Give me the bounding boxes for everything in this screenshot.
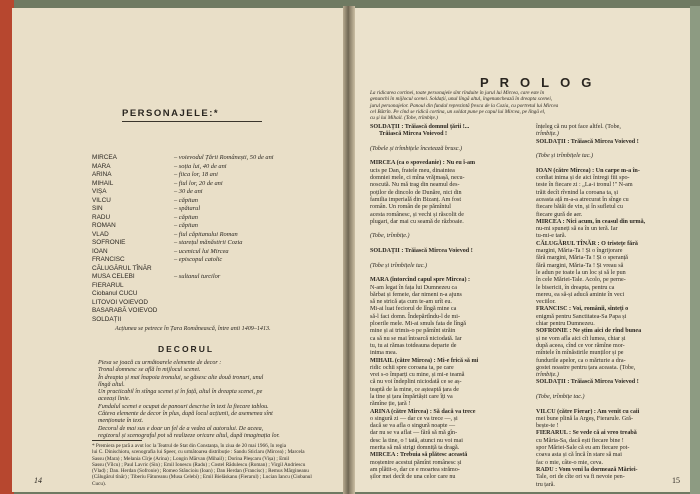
dialogue-line — [370, 241, 530, 248]
character-role: – fiica lor, 18 ani — [174, 171, 218, 178]
character-name: RADU — [92, 213, 111, 221]
decor-line: Decorul de mai sus e doar un fel de a vedea al autorului. De aceea, — [98, 425, 264, 432]
dialogue-line: (Tobe, trîmbițe tac.) — [536, 393, 585, 400]
dialogue-line: SOLDAȚII : Trăiască Mircea Voievod ! — [536, 379, 639, 386]
character-name: VIȘA — [92, 188, 107, 195]
decor-line: Tronul domnesc se află în mijlocul scenei. — [98, 367, 201, 374]
footnote-line: Sassu (Mara) ; Melania Cîrje (Arina) ; Longin Mărvan (Mihail) ; Dorina Pleșcaru (Vișa) ; Emil — [92, 455, 290, 462]
footnote-line: Sassu (Vîlcu) ; Paul Lavric (Sin) ; Emil Ionescu (Radu) ; Costel Rădulescu (Roman) ; Virgil Andriescu — [92, 461, 306, 468]
character-row — [92, 307, 332, 316]
dialogue-line: (Tobe și trîmbițele tac.) — [370, 262, 427, 269]
character-role: – fiul lor, 20 de ani — [174, 179, 223, 187]
character-row — [92, 222, 332, 231]
stage-direction-line: jurul personajelor. Panoul din fundal reprezintă fresca de la Cozia, cu portretul lui Mircea — [370, 102, 559, 109]
dialogue-line: SOLDAȚII : Trăiască domnul țării !... — [370, 124, 470, 130]
dialogue-line: ridic ochii spre coroana ta, pe care — [370, 364, 454, 371]
dialogue-line: român. Un român de pe pămîntul — [370, 204, 451, 211]
dialogue-line: chiar pentru Dumnezeu. — [536, 321, 595, 328]
dialogue-line: SOLDAȚII : Trăiască Mircea Voievod ! — [536, 138, 639, 145]
dialogue-line: cordiat inima și de aici întregi fiii spo- — [536, 175, 630, 182]
decor-line: Un practicabil în stînga scenei și în față, altul în dreapta scenei, pe — [98, 389, 263, 396]
character-row — [92, 299, 332, 308]
character-role: – spătarul — [174, 205, 201, 212]
character-name: LITOVOI VOIEVOD — [92, 298, 148, 306]
footnote-line: Cucu). — [92, 480, 106, 487]
character-row — [92, 214, 332, 223]
character-row — [92, 188, 332, 197]
character-row — [92, 239, 332, 248]
dialogue-line — [536, 401, 686, 408]
character-role: – starețul mănăstirii Cozia — [174, 239, 243, 246]
dialogue-line: merita să mă strigi domniță ta dragă. — [370, 445, 460, 452]
dialogue-line: IOAN (către Mircea) : Un carpe m-a în- — [536, 167, 640, 174]
decor-line: Piesa se joacă cu următoarele elemente de decor : — [98, 360, 222, 366]
character-row — [92, 248, 332, 257]
dialogue-line: nu-mi spuneți să ea în un teră. Iar — [536, 226, 618, 233]
dialogue-line: vrei s-o împarți cu mine, și mi-e teamă — [370, 372, 465, 379]
stage-direction-line: cu și lui Mihail. (Tobe, trîmbițe.) — [370, 115, 438, 122]
character-name: ARINA — [92, 171, 112, 178]
character-row — [92, 171, 332, 180]
footnote-line: lui C. Dinischiotu, scenografia lui Speer, cu următoarea distribuție : Sandu Sticlaru (Mircea) ; Marcela — [92, 449, 305, 456]
dialogue-line: și ne vom afla aici cît lumea, chiar și — [536, 335, 626, 342]
dialogue-line: aceasta ață m-a-a atrecurat în sînge cu — [536, 196, 629, 203]
character-name: MUSA CELEBI — [92, 273, 135, 280]
dialogue-line: spor Măriei-Sale că eu am fiecare pot- — [536, 445, 630, 452]
dialogue-line: Mi-ai luat feciorul de lîngă mine ca — [370, 306, 457, 313]
dialogue-line: desc la tine, o ! tată, atunci nu voi mai — [370, 437, 463, 444]
dialogue-line: inima mea. — [370, 350, 398, 357]
prolog-title: PROLOG — [480, 75, 603, 90]
dialogue-line: trîmbițe.) — [536, 131, 559, 138]
character-name: BASARABĂ VOIEVOD — [92, 307, 158, 314]
dialogue-line: le adun pe toate la un loc și să le pun — [536, 269, 626, 276]
character-row — [92, 231, 332, 240]
dialogue-line: RADU : Vom veni la dormează Măriei- — [536, 466, 638, 473]
dialogue-line: gostei noastre pentru țara aceasta. (Tobe, — [536, 364, 636, 371]
dialogue-line: veciilor. — [536, 299, 556, 306]
character-name: Ciobanul CUCU — [92, 290, 138, 297]
page-number-right: 15 — [672, 476, 680, 485]
dialogue-line: acesta românesc, și vechi și răscolit de — [370, 211, 464, 218]
dialogue-line: margini, Măria-Ta ! Și o îngrijorare — [536, 248, 623, 255]
character-name: FRANCISC — [92, 256, 125, 263]
character-row — [92, 316, 332, 325]
character-name: IOAN — [92, 247, 108, 255]
dialogue-line: ucis pe Dan, fratele meu, dinaintea — [370, 167, 455, 174]
character-row — [92, 290, 332, 299]
character-name: VLAD — [92, 230, 109, 238]
dialogue-line: domniei mele, ci mîna vrăjmașă, necu- — [370, 175, 465, 182]
character-row — [92, 180, 332, 189]
dialogue-line: mereu, ea să-și aducă aminte în veci — [536, 291, 625, 298]
character-name: MIRCEA — [92, 154, 117, 161]
dialogue-line — [536, 387, 686, 394]
dialogue-line: (Tobe, trîmbițe.) — [370, 233, 410, 240]
dialogue-line: mei bune plină la Argeș, Fierarule. Gră- — [536, 415, 634, 422]
character-list — [92, 154, 332, 324]
dialogue-line: tu-mi-e tară. — [536, 233, 567, 240]
dialogue-line: (Tobele și trîmbițele încetează brusc.) — [370, 145, 463, 152]
dialogue-line: le bisericii, în dreapta, pentru ca — [536, 284, 615, 291]
decor-text — [98, 360, 328, 440]
dialogue-line: tu, tu ai rămas totdeauna departe de — [370, 342, 457, 349]
character-name: SOLDAȚII — [92, 315, 122, 323]
dialogue-line: MIHAIL (către Mircea) : Mi-e frică să mi — [370, 357, 479, 364]
character-role: – 30 de ani — [174, 188, 203, 195]
stage-direction-line: La ridicarea cortinei, toate personajele sînt rînduite în jurul lui Mircea, care este în — [370, 90, 545, 96]
dialogue-line: poților de dincolo de Dunăre, nici din — [370, 189, 462, 196]
character-row — [92, 205, 332, 214]
dialogue-line: bește-te ! — [536, 423, 559, 430]
decor-line: regizorul și scenograful pot să realizeze oricare altul, după imaginația lor. — [98, 432, 280, 439]
character-role: – căpitan — [174, 213, 198, 221]
stage-direction — [370, 90, 680, 121]
title-underline — [122, 121, 262, 122]
character-row — [92, 265, 332, 274]
character-name: SOFRONIE — [92, 239, 126, 246]
dialogue-line: MARA (întorcînd capul spre Mircea) : — [370, 277, 471, 284]
decor-line: În dreapta și mai înapoia tronului, se găsesc alte două tronuri, unul — [98, 374, 264, 381]
footnote-line: (Vlad) ; Dan. Herdan (Sofronie) ; Romeo Stăncioiu (Ioan) ; Dan Herdan (Francisc) ; Remus Mărgineanu — [92, 468, 309, 475]
dialogue-line: MIRCEA : Nici acum, în ceasul din urmă, — [536, 218, 646, 225]
dialogue-line: enigmă pentru Sanctitatea-Sa Papa și — [536, 313, 627, 320]
page-number-left: 14 — [34, 476, 42, 485]
dialogue-line: teaptă de la mine, ce așteaptă țara de — [370, 386, 459, 393]
dialogue-line: să-l faci domn. Îndepărtîndu-l de mi- — [370, 313, 461, 320]
dialogue-line: familia imperială din Bizanț. Am fost — [370, 196, 462, 203]
dialogue-line — [370, 139, 530, 146]
character-row — [92, 273, 332, 282]
stage-direction-line: genunchi în mijlocul scenei. Soldații, unul lîngă altul, îngenunchează în dreapta scenei, — [370, 96, 553, 103]
footnote-line: (Călugărul tînăr) ; Tiberiu Fătureanu (Musa Celebi) ; Emil Bielăskanu (Fierarul) ; Lucian Iancu (Ciobanul — [92, 474, 312, 481]
decor-line: menționate în text. — [98, 418, 144, 425]
character-row — [92, 256, 332, 265]
dialogue-line: o singură zi — dar ce va trece —, și — [370, 415, 458, 422]
decor-line: Fundalul scenei e ocupat de panouri descrise în text la fiecare tablou. — [98, 403, 269, 410]
dialogue-line: trăit decît rîvnind la coroana ta, și — [536, 189, 619, 196]
dialogue-line: coava asta și că încă în stare să mai — [536, 452, 622, 459]
dialogue-line: dacă se va afla o singură noapte — — [370, 423, 456, 430]
setting-note: Acțiunea se petrece în Țara Românească, între anii 1409–1413. — [115, 326, 271, 332]
dialogue-line: plugari, dar mai cu seamă de războaie. — [370, 218, 464, 225]
personaje-title: PERSONAJELE:* — [122, 108, 220, 119]
dialogue-line: mine și ai trimis-o pe pămînt străin — [370, 328, 456, 335]
dialogue-line: trîmbițe.) — [536, 372, 559, 379]
decor-line: lîngă altul. — [98, 381, 125, 388]
dialogue-line: teste în fiecare zi : „La-i tronul !" N-am — [536, 182, 633, 189]
character-name: MIHAIL — [92, 179, 114, 187]
dialogue-line: ARINA (către Mircea) : Să dacă va trece — [370, 408, 476, 415]
character-name: SIN — [92, 205, 103, 212]
character-role: – căpitan — [174, 222, 198, 229]
dialogue-line: MIRCEA (ca o spovedanie) : Nu eu î-am — [370, 160, 476, 167]
dialogue-line — [370, 255, 530, 262]
dialogue-line: fără margini, Măria-Ta ! Și vreau să — [536, 262, 624, 269]
character-role: – voievodul Țării Românești, 50 de ani — [174, 154, 274, 161]
character-row — [92, 154, 332, 163]
dialogue-line: noscută. Nu mă trag din neamul des- — [370, 182, 460, 189]
dialogue-line: tru țară. — [536, 481, 555, 488]
dialogue-line — [536, 160, 686, 167]
dialogue-line: SOFRONIE : Ne știm aici de rînd bunea — [536, 328, 642, 335]
dialogue-line: șilor mei decît de una celor care nu — [370, 474, 456, 481]
dialogue-line: N-am legat în fața lui Dumnezeu ca — [370, 284, 457, 291]
dialogue-line: Tale, ori de cîte ori va fi nevoie pen- — [536, 474, 625, 481]
character-name: CĂLUGĂRUL TÎNĂR — [92, 264, 152, 272]
dialogue-line: MIRCEA : Trebuia să plătesc această — [370, 452, 468, 459]
character-row — [92, 282, 332, 291]
dialogue-line: CĂLUGĂRUL TÎNĂR : O tristețe fără — [536, 240, 638, 247]
page-edge — [690, 6, 700, 494]
dialogue-column-2 — [536, 124, 686, 489]
dialogue-line: fiecare gură de aer. — [536, 211, 583, 218]
character-role: – sultanul turcilor — [174, 273, 221, 280]
dialogue-line: înțeleg că nu pot face altfel. (Tobe, — [536, 124, 621, 130]
character-row — [92, 197, 332, 206]
dialogue-line: fac o mie, câte-o mie, ceva. — [536, 459, 603, 466]
dialogue-line: (Tobe și trîmbițele tac.) — [536, 153, 593, 160]
character-name: ROMAN — [92, 222, 116, 229]
dialogue-line: moștenire acestui pămînt românesc și — [370, 459, 462, 466]
character-name: FIERARUL — [92, 281, 124, 289]
dialogue-line: să ne strică ața cum te-am urît eu. — [370, 299, 452, 306]
dialogue-line: FIERARUL : Se vede că ai vreo treabă — [536, 430, 637, 437]
decorul-title: DECORUL — [158, 344, 215, 354]
footnote-line: * Premiera pe țară a avut loc la Teatrul de Stat din Constanța, în ziua de 20 mai 1966, în regia — [92, 443, 287, 449]
dialogue-line: FRANCISC : Voi, românii, sînteți o — [536, 306, 629, 313]
character-role: – fiul căpitanului Roman — [174, 230, 238, 238]
book-spine — [343, 6, 355, 494]
dialogue-line: mîntele în mînăstirile munților și pe — [536, 350, 624, 357]
dialogue-line: după aceea, cînd ce vor rămîne mor- — [536, 342, 625, 349]
dialogue-line: fundurile apelor, ca o mărturie a dra- — [536, 357, 626, 364]
character-role: – ucenicul lui Mircea — [174, 247, 229, 255]
dialogue-line: dar nu se va aflat — fără să mă gîn- — [370, 430, 458, 437]
character-name: MARA — [92, 162, 111, 170]
dialogue-line: fără margini, Măria-Ta ! Și o speranță — [536, 255, 629, 262]
dialogue-line: rămîne ție, țară ! — [370, 401, 411, 408]
dialogue-line: în cele Măriei-Tale. Acolo, pe perne- — [536, 277, 626, 284]
dialogue-line: la tine și țara împărtășit care îți va — [370, 393, 453, 400]
character-row — [92, 163, 332, 172]
dialogue-line: am plătit-o, dar ce e moartea strămo- — [370, 466, 460, 473]
dialogue-line: SOLDAȚII : Trăiască Mircea Voievod ! — [370, 248, 473, 255]
character-role: – episcopul catolic — [174, 256, 223, 263]
dialogue-column-1 — [370, 124, 530, 482]
dialogue-line: Trăiască Mircea Voievod ! — [370, 131, 448, 138]
decor-line: Câteva elemente de decor în plus, după locul acțiunii, de asemenea sînt — [98, 411, 273, 418]
dialogue-line: VILCU (către Fierar) : Am venit cu caii — [536, 408, 640, 415]
dialogue-line: fiecare bătăi de vin, și în sufletul cu — [536, 204, 623, 211]
footnote — [92, 443, 337, 487]
dialogue-line: bărbat și femeie, dar nimeni n-a ajuns — [370, 291, 462, 298]
footnote-rule — [92, 440, 142, 441]
character-role: – soția lui, 40 de ani — [174, 162, 227, 170]
decor-line: aceeași linie. — [98, 396, 131, 403]
dialogue-line: ploerile mele. Mi-ai smuls fata de lîngă — [370, 321, 466, 328]
character-name: VILCU — [92, 196, 111, 204]
character-role: – căpitan — [174, 196, 198, 204]
dialogue-line: ca să nu se mai întoarcă niciodată. Iar — [370, 335, 462, 342]
dialogue-line: cu Măria-Sa, dacă ești fiecare bine ! — [536, 437, 624, 444]
dialogue-line: că nu voi îndeplini niciodată ce se aș- — [370, 379, 462, 386]
stage-direction-line: cel Bătrîn. Pe cînd se ridică cortina, un soldat pune pe capul lui Mircea, pe lîngă el, — [370, 108, 546, 115]
